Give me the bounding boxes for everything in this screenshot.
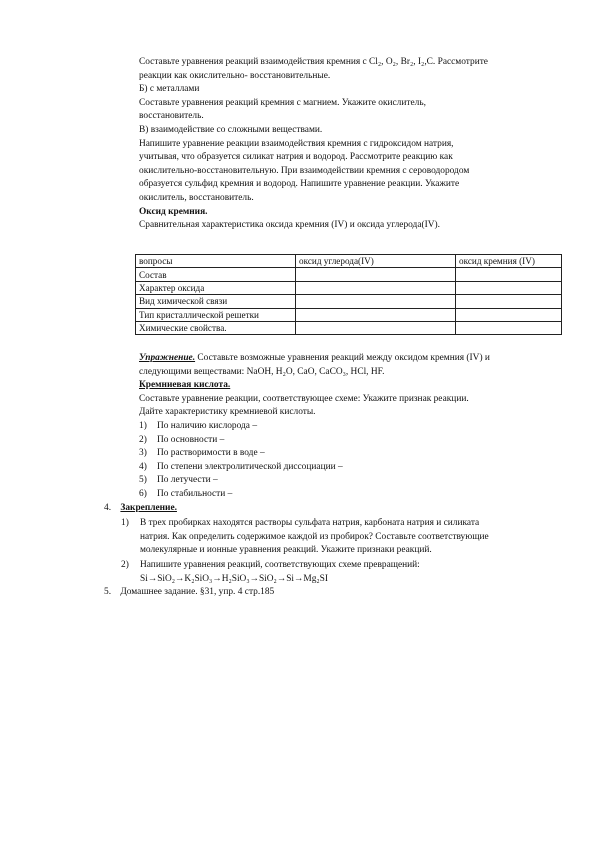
subheading-metals: Б) с металлами: [139, 84, 200, 95]
table-cell[interactable]: [456, 295, 562, 308]
text-line: учитывая, что образуется силикат натрия и водород. Рассмотрите реакцию как: [139, 152, 453, 163]
text-line: окислительно-восстановительную. При взаимодействии кремния с сероводородом: [139, 165, 470, 176]
exercise-line-2: следующими веществами: NaOH, H₂O, CaO, CaCO₃, HCl, HF.: [139, 366, 385, 377]
homework-text: Домашнее задание. §31, упр. 4 стр.185: [120, 587, 275, 597]
table-cell: Химические свойства.: [136, 321, 296, 334]
table-cell[interactable]: [296, 295, 456, 308]
exercise-text: Составьте возможные уравнения реакций между оксидом кремния (IV) и: [195, 353, 490, 363]
table-header-row: [136, 255, 562, 268]
exercise-line: [139, 352, 559, 366]
table-cell: Характер оксида: [136, 281, 296, 294]
table-cell[interactable]: [296, 281, 456, 294]
text-line: образуется сульфид кремния и водород. Напишите уравнение реакции. Укажите: [139, 179, 460, 190]
section-title: Закрепление.: [120, 503, 177, 513]
text-line: восстановитель.: [139, 111, 204, 122]
exercise-label: Упражнение.: [139, 353, 196, 363]
section-number: 4.: [104, 503, 112, 513]
text-line: молекулярные и ионные уравнения реакций. Укажите признаки реакций.: [140, 545, 432, 556]
table-cell: Вид химической связи: [136, 295, 296, 308]
text-line: Составьте уравнение реакции, соответствующее схеме: Укажите признак реакции.: [139, 393, 469, 404]
table-header-cell: вопросы: [136, 255, 296, 268]
text-line: Составьте уравнения реакций взаимодействия кремния с Cl₂, O₂, Br₂, I₂,C. Рассмотрите: [139, 57, 488, 67]
table-row: [136, 281, 562, 294]
list-item: 4) По степени электролитической диссоциации –: [139, 461, 343, 472]
intro-text-block: [139, 56, 559, 233]
text-line: Дайте характеристику кремниевой кислоты.: [139, 407, 316, 418]
oxide-intro: Сравнительная характеристика оксида кремния (IV) и оксида углерода(IV).: [139, 220, 440, 231]
list-item: 6) По стабильности –: [139, 488, 233, 499]
table-row: [136, 295, 562, 308]
table-cell[interactable]: [296, 308, 456, 321]
table-cell[interactable]: [456, 308, 562, 321]
task-number: 2): [121, 560, 129, 570]
section-number: 5.: [104, 587, 112, 597]
table-cell[interactable]: [456, 321, 562, 334]
table-header-cell: оксид углерода(IV): [296, 255, 456, 268]
table-row: [136, 308, 562, 321]
table-row: [136, 321, 562, 334]
table-cell: Тип кристаллической решетки: [136, 308, 296, 321]
text-line: окислитель, восстановитель.: [139, 192, 254, 203]
list-item: 5) По летучести –: [139, 475, 218, 486]
text-line: В трех пробирках находятся растворы сульфата натрия, карбоната натрия и силиката: [140, 518, 480, 528]
subheading-complex: В) взаимодействие со сложными веществами.: [139, 124, 323, 135]
oxide-heading: Оксид кремния.: [139, 206, 208, 217]
task-number: 1): [121, 518, 129, 528]
properties-list: [139, 420, 559, 502]
transformation-scheme: Si→SiO₂→K₂SiO₃→H₂SiO₃→SiO₂→Si→Mg₂SI: [140, 573, 329, 584]
task-1: [121, 517, 561, 558]
list-item: 1) По наличию кислорода –: [139, 420, 258, 431]
table-row: [136, 268, 562, 281]
section-5-homework: [104, 586, 274, 600]
table-cell[interactable]: [456, 281, 562, 294]
acid-heading: Кремниевая кислота.: [139, 380, 231, 391]
text-line: реакции как окислительно- восстановительные.: [139, 70, 331, 81]
table-cell[interactable]: [456, 268, 562, 281]
text-line: натрия. Как определить содержимое каждой из пробирок? Составьте соответствующие: [140, 531, 489, 542]
table-header-cell: оксид кремния (IV): [456, 255, 562, 268]
comparison-table: [135, 254, 562, 335]
text-line: Напишите уравнения реакций, соответствующих схеме превращений:: [140, 560, 420, 570]
task-2: [121, 559, 561, 586]
table-cell[interactable]: [296, 268, 456, 281]
text-line: Напишите уравнение реакции взаимодействия кремния с гидроксидом натрия,: [139, 138, 454, 149]
section-4-heading: [104, 502, 177, 516]
exercise-block: [139, 352, 559, 502]
list-item: 3) По растворимости в воде –: [139, 448, 265, 459]
list-item: 2) По основности –: [139, 434, 225, 445]
table-cell[interactable]: [296, 321, 456, 334]
text-line: Составьте уравнения реакций кремния с магнием. Укажите окислитель,: [139, 97, 426, 108]
table-cell: Состав: [136, 268, 296, 281]
